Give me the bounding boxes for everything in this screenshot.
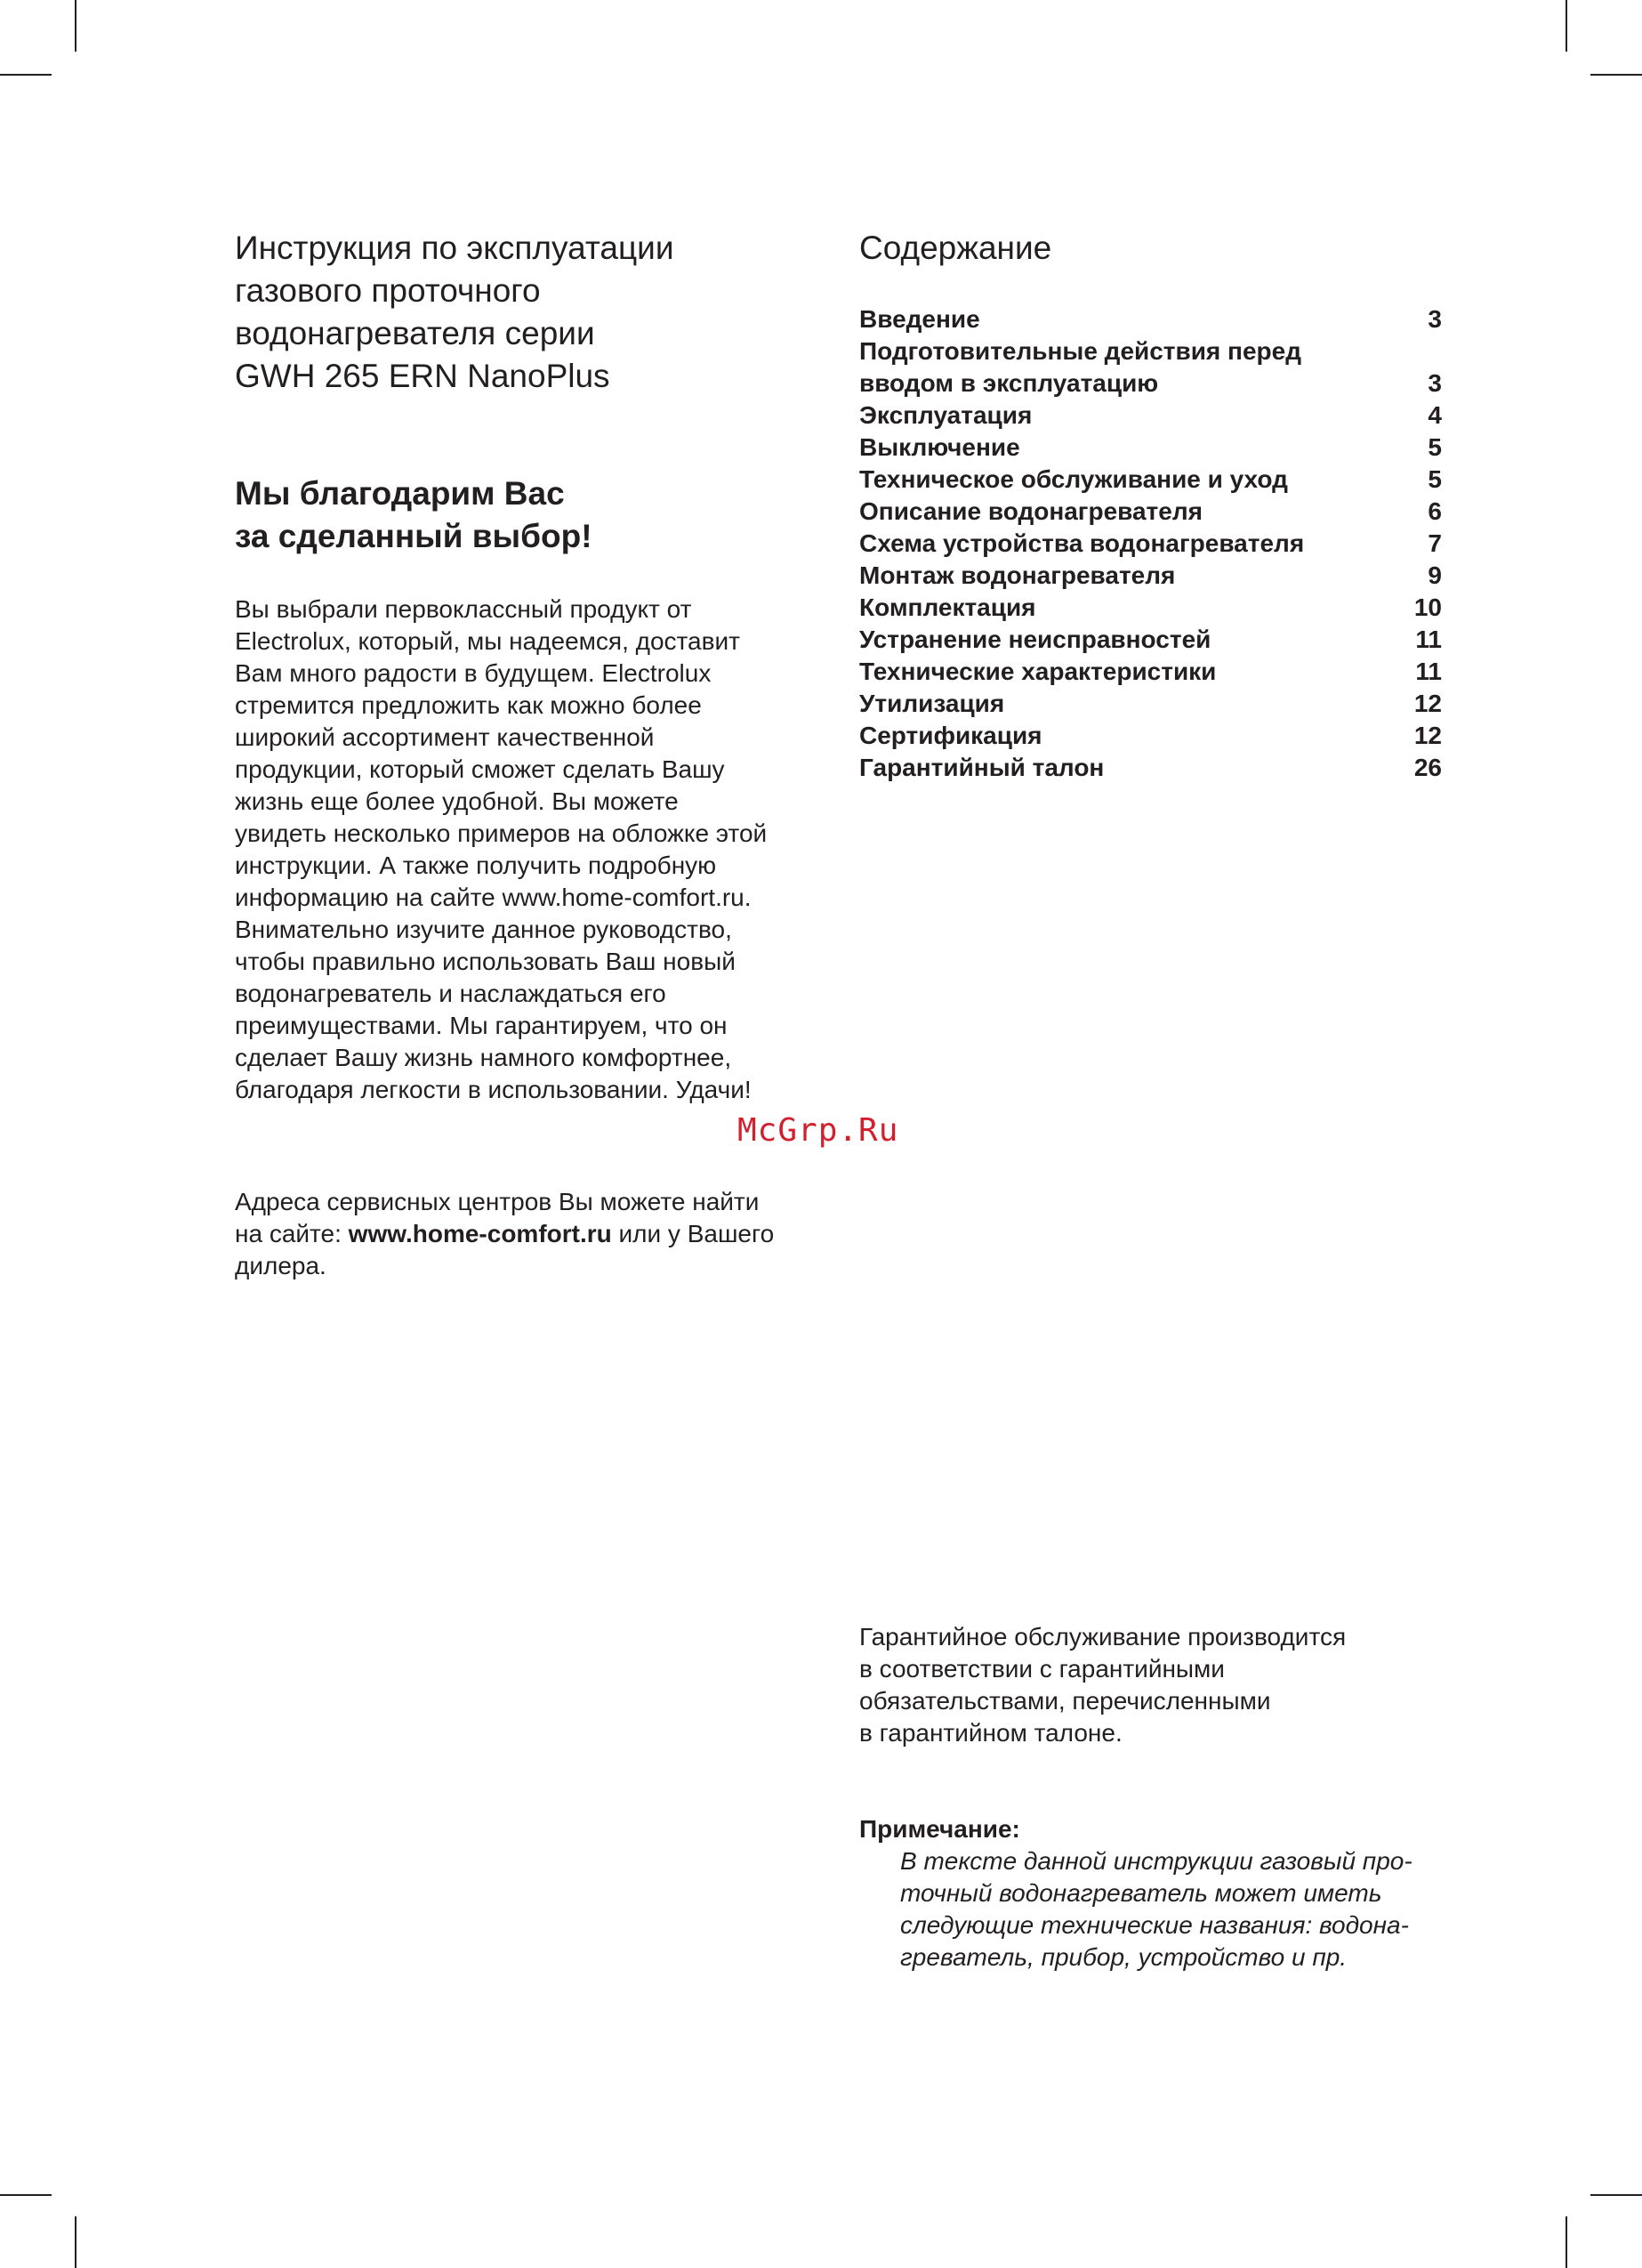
note-label: Примечание: [859, 1815, 1020, 1843]
warranty-line: в гарантийном талоне. [859, 1719, 1123, 1747]
thanks-heading [235, 472, 840, 558]
crop-mark-top-right-vertical [1566, 0, 1567, 52]
toc-item[interactable] [859, 303, 1442, 335]
toc-item[interactable] [859, 400, 1442, 432]
intro-line: увидеть несколько примеров на обложке этой [235, 819, 768, 847]
toc-item-page: 7 [1428, 529, 1442, 557]
toc-item[interactable] [859, 720, 1442, 752]
toc-item-page: 4 [1428, 401, 1442, 429]
document-title-line: газового проточного [235, 272, 541, 309]
document-title-line: GWH 265 ERN NanoPlus [235, 358, 610, 394]
toc-item-page: 6 [1428, 497, 1442, 525]
intro-paragraph [235, 593, 840, 1106]
warranty-line: обязательствами, перечисленными [859, 1687, 1271, 1715]
intro-line: стремится предложить как можно более [235, 691, 702, 719]
toc-item-title: Гарантийный талон [859, 754, 1105, 781]
toc-item-page: 12 [1413, 690, 1442, 717]
toc-item-title: Монтаж водонагревателя [859, 561, 1176, 589]
toc-item-page: 11 [1415, 658, 1442, 685]
crop-mark-top-right-horizontal [1590, 74, 1642, 76]
note-line: греватель, прибор, устройство и пр. [900, 1943, 1348, 1971]
intro-line: сделает Вашу жизнь намного комфортнее, [235, 1044, 732, 1071]
note-line: следующие технические названия: водона- [900, 1911, 1409, 1939]
toc-item-page: 10 [1413, 593, 1442, 621]
service-line: дилера. [235, 1252, 326, 1279]
toc-item[interactable] [859, 464, 1442, 496]
intro-line: продукции, который сможет сделать Вашу [235, 755, 725, 783]
toc-item-page: 9 [1428, 561, 1442, 589]
toc-list [859, 303, 1442, 784]
intro-line: Вам много радости в будущем. Electrolux [235, 659, 712, 687]
service-text: или у Вашего [611, 1220, 775, 1247]
intro-line: Вы выбрали первоклассный продукт от [235, 595, 692, 623]
toc-item-title: Подготовительные действия перед вводом в эксплуатацию [859, 337, 1301, 397]
toc-item-title: Сертификация [859, 722, 1042, 749]
intro-line: преимуществами. Мы гарантируем, что он [235, 1012, 728, 1039]
document-title [235, 227, 840, 398]
toc-item-title: Технические характеристики [859, 658, 1217, 685]
warranty-line: в соответствии с гарантийными [859, 1655, 1225, 1683]
crop-mark-bottom-left-vertical [75, 2216, 76, 2268]
toc-item-page: 5 [1428, 433, 1442, 461]
thanks-heading-line: Мы благодарим Вас [235, 475, 565, 512]
toc-item[interactable] [859, 432, 1442, 464]
toc-item[interactable] [859, 656, 1442, 688]
crop-mark-bottom-right-vertical [1566, 2216, 1567, 2268]
intro-line: водонагреватель и наслаждаться его [235, 980, 666, 1007]
toc-item-page: 5 [1428, 465, 1442, 493]
document-title-line: водонагревателя серии [235, 315, 595, 351]
toc-item[interactable] [859, 752, 1442, 784]
toc-item[interactable] [859, 688, 1442, 720]
website-link[interactable]: www.home-comfort.ru [348, 1220, 612, 1247]
intro-line: чтобы правильно использовать Ваш новый [235, 948, 736, 975]
note-line: В тексте данной инструкции газовый про- [900, 1847, 1413, 1875]
warranty-line: Гарантийное обслуживание производится [859, 1623, 1347, 1651]
toc-item-title: Комплектация [859, 593, 1036, 621]
intro-line: инструкции. А также получить подробную [235, 852, 717, 879]
toc-item-title: Выключение [859, 433, 1020, 461]
toc-item-title: Схема устройства водонагревателя [859, 529, 1305, 557]
note-block [859, 1813, 1442, 1973]
intro-line: Electrolux, который, мы надеемся, доставит [235, 627, 740, 655]
note-line: точный водонагреватель может иметь [900, 1879, 1382, 1907]
toc-item[interactable] [859, 560, 1442, 592]
document-title-line: Инструкция по эксплуатации [235, 230, 674, 266]
service-text: на сайте: [235, 1220, 349, 1247]
toc-item-title: Введение [859, 305, 980, 333]
toc-item-title: Описание водонагревателя [859, 497, 1203, 525]
toc-item-title: Техническое обслуживание и уход [859, 465, 1288, 493]
toc-item[interactable] [859, 592, 1442, 624]
toc-item-page: 11 [1415, 626, 1442, 653]
thanks-heading-line: за сделанный выбор! [235, 518, 592, 554]
toc-item-page: 3 [1428, 305, 1442, 333]
toc-item-page: 12 [1413, 722, 1442, 749]
toc-item-title: Эксплуатация [859, 401, 1033, 429]
toc-item[interactable] [859, 528, 1442, 560]
toc-item-title: Утилизация [859, 690, 1005, 717]
service-line [235, 1218, 840, 1250]
toc-item-title: Устранение неисправностей [859, 626, 1211, 653]
table-of-contents [859, 227, 1442, 798]
service-line: Адреса сервисных центров Вы можете найти [235, 1188, 760, 1215]
watermark: McGrp.Ru [737, 1112, 899, 1149]
toc-title: Содержание [859, 230, 1052, 266]
intro-line: широкий ассортимент качественной [235, 723, 655, 751]
toc-item-page: 3 [1428, 369, 1442, 397]
warranty-paragraph [859, 1621, 1442, 1749]
toc-item[interactable] [859, 624, 1442, 656]
crop-mark-bottom-left-horizontal [0, 2194, 52, 2196]
toc-item[interactable] [859, 335, 1442, 400]
intro-line: жизнь еще более удобной. Вы можете [235, 787, 679, 815]
toc-item-page: 26 [1413, 754, 1442, 781]
crop-mark-bottom-right-horizontal [1590, 2194, 1642, 2196]
intro-line: благодаря легкости в использовании. Удачи! [235, 1076, 752, 1103]
crop-mark-top-left-vertical [75, 0, 76, 52]
intro-line: Внимательно изучите данное руководство, [235, 916, 732, 943]
crop-mark-top-left-horizontal [0, 74, 52, 76]
note-body [859, 1845, 1442, 1973]
intro-line: информацию на сайте www.home-comfort.ru. [235, 884, 752, 911]
toc-item[interactable] [859, 496, 1442, 528]
service-centers-paragraph [235, 1186, 840, 1282]
